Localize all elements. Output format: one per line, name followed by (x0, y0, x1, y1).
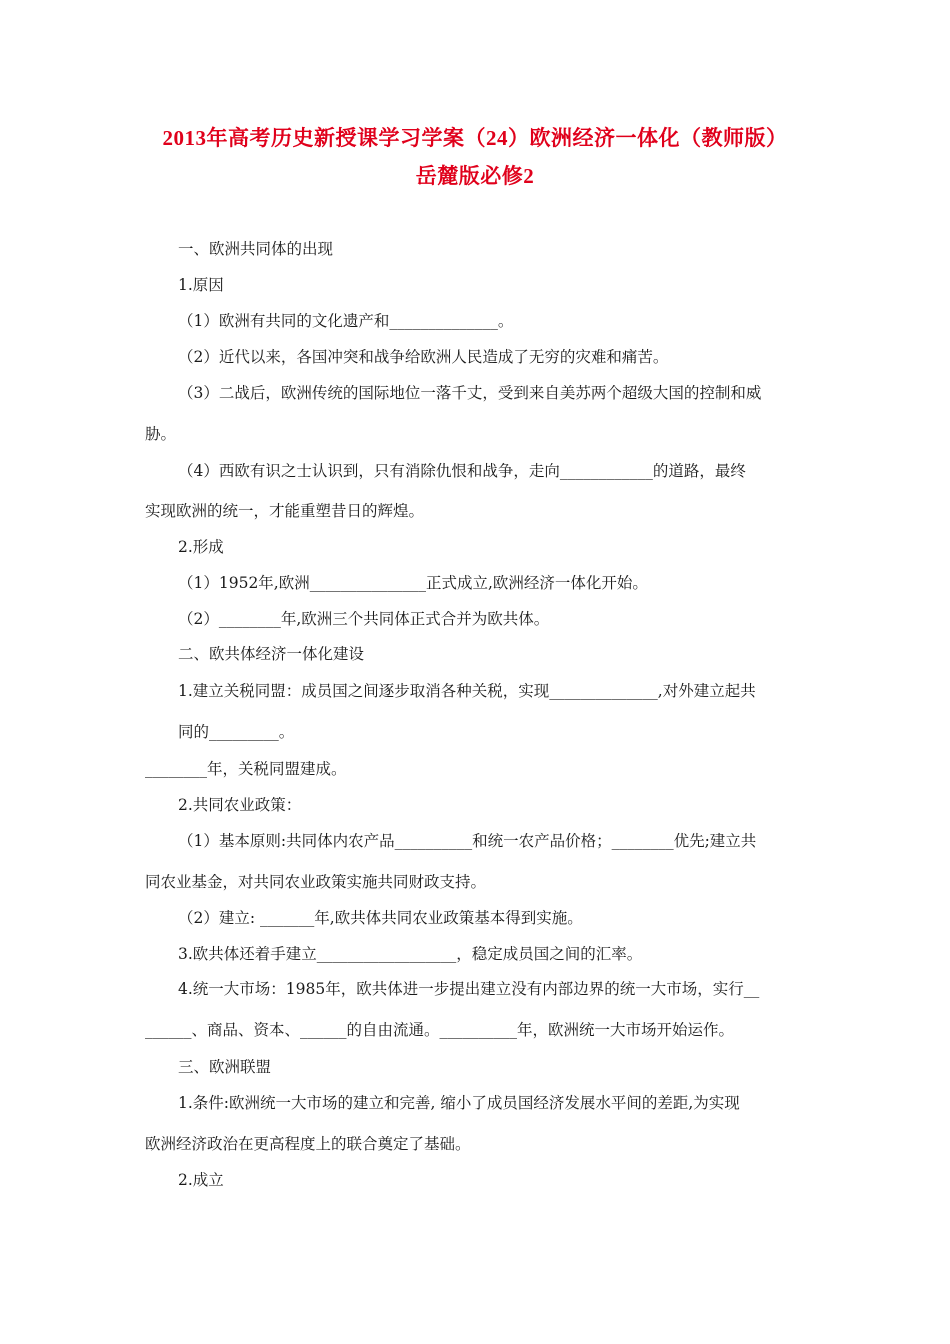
subheading-causes: 1.原因 (178, 276, 224, 294)
text-line: 3.欧共体还着手建立__________________，稳定成员国之间的汇率。 (178, 945, 643, 963)
text-line: 欧洲经济政治在更高程度上的联合奠定了基础。 (145, 1135, 471, 1153)
section-heading-1: 一、欧洲共同体的出现 (178, 240, 334, 258)
text-line: （1）欧洲有共同的文化遗产和______________。 (178, 312, 514, 330)
text-line: （2）________年,欧洲三个共同体正式合并为欧共体。 (178, 610, 550, 628)
text-line: 胁。 (145, 425, 177, 443)
text-line: ________年，关税同盟建成。 (145, 760, 347, 778)
text-line: （4）西欧有识之士认识到，只有消除仇恨和战争，走向____________的道路，最终 (178, 462, 746, 480)
text-line: 同农业基金，对共同农业政策实施共同财政支持。 (145, 873, 487, 891)
text-line: 1.条件:欧洲统一大市场的建立和完善, 缩小了成员国经济发展水平间的差距,为实现 (178, 1094, 740, 1112)
text-line: 1.建立关税同盟：成员国之间逐步取消各种关税，实现______________,对外建立起共 (178, 682, 756, 700)
text-line: ______、商品、资本、______的自由流通。__________年，欧洲统一大市场开始运作。 (145, 1021, 735, 1039)
text-line: （1）1952年,欧洲_______________正式成立,欧洲经济一体化开始。 (178, 574, 648, 592)
text-line: （2）建立: _______年,欧共体共同农业政策基本得到实施。 (178, 909, 583, 927)
text-line: （2）近代以来，各国冲突和战争给欧洲人民造成了无穷的灾难和痛苦。 (178, 348, 669, 366)
document-subtitle: 岳麓版必修2 (415, 164, 535, 188)
text-line: （1）基本原则:共同体内农产品__________和统一农产品价格；________优先;建立共 (178, 832, 757, 850)
text-line: （3）二战后，欧洲传统的国际地位一落千丈，受到来自美苏两个超级大国的控制和威 (178, 384, 762, 402)
document-title: 2013年高考历史新授课学习学案（24）欧洲经济一体化（教师版） (162, 126, 788, 150)
text-line: 实现欧洲的统一，才能重塑昔日的辉煌。 (145, 502, 425, 520)
subheading-cap: 2.共同农业政策： (178, 796, 302, 814)
text-line: 4.统一大市场：1985年，欧共体进一步提出建立没有内部边界的统一大市场，实行__ (178, 980, 760, 998)
section-heading-3: 三、欧洲联盟 (178, 1058, 272, 1076)
section-heading-2: 二、欧共体经济一体化建设 (178, 645, 365, 663)
subheading-formation: 2.形成 (178, 538, 224, 556)
text-line: 同的_________。 (178, 723, 295, 741)
subheading-establishment: 2.成立 (178, 1171, 224, 1189)
